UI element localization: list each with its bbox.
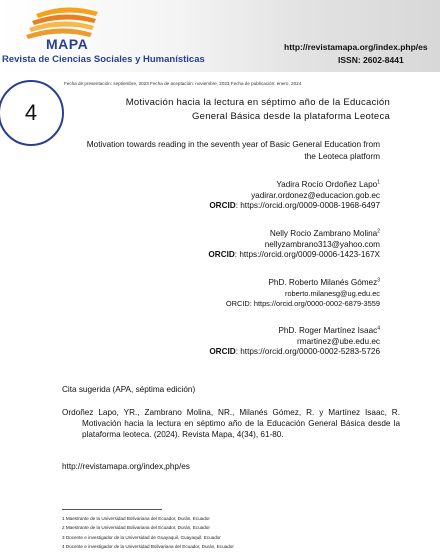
publication-dates: Fecha de presentación: septiembre, 2023 Fecha de aceptación: noviembre, 2023 Fecha de publicación: enero, 2024: [64, 81, 302, 86]
footnote: 3 Docente e investigador de la Universidad de Guayaquil, Guayaquil. Ecuador: [62, 534, 221, 540]
orcid-link[interactable]: : https://orcid.org/0009-0008-1968-6497: [235, 201, 380, 210]
footnote: 4 Docente e investigador de la Universidad Bolivariana del Ecuador, Durán, Ecuador: [62, 544, 234, 550]
footnote: 2 Maestrante de la Universidad Bolivariana del Ecuador, Durán, Ecuador: [62, 525, 210, 531]
author-block: [226, 278, 380, 310]
author-email-link[interactable]: rmartinez@ube.edu.ec: [297, 336, 380, 346]
orcid-label: ORCID: [208, 250, 235, 259]
journal-brand: MAPA: [46, 36, 89, 52]
citation-text: Ordoñez Lapo, YR., Zambrano Molina, NR., Milanés Gómez, R. y Martínez Isaac, R. Motivación hacia la lectura en séptimo año de la Educación General Básica desde la plataforma leoteca. (2024). Revista Mapa, 4(34), 61-80.: [62, 408, 400, 439]
footnote-divider: [62, 509, 162, 510]
journal-header: [0, 0, 440, 72]
author-block: [209, 326, 380, 358]
author-name: Yadira Rocío Ordoñez Lapo: [276, 180, 378, 189]
title-spanish-line: Motivación hacia la lectura en séptimo año de la Educación: [125, 97, 390, 108]
author-block: [208, 229, 380, 261]
title-spanish: [96, 96, 390, 124]
author-affiliation-mark: 4: [377, 325, 380, 332]
title-english-line: the Leoteca platform: [304, 150, 380, 161]
article-number: 4: [24, 100, 38, 125]
author-affiliation-mark: 1: [377, 179, 380, 186]
author-email-link[interactable]: nellyzambrano313@yahoo.com: [264, 239, 380, 249]
author-name: PhD. Roger Martínez Isaac: [278, 326, 378, 335]
title-english: [56, 139, 380, 162]
title-spanish-line: General Básica desde la plataforma Leoteca: [192, 111, 390, 122]
journal-url-link[interactable]: http://revistamapa.org/index.php/es: [284, 42, 428, 52]
footnote: 1 Maestrante de la Universidad Bolivariana del Ecuador, Durán, Ecuador: [62, 516, 210, 521]
author-email-link[interactable]: yadirar.ordonez@educacion.gob.ec: [251, 190, 380, 200]
footnotes: [62, 514, 234, 552]
journal-name: Revista de Ciencias Sociales y Humanísticas: [2, 54, 205, 65]
orcid-label: ORCID: [225, 299, 250, 308]
citation-url-link[interactable]: http://revistamapa.org/index,php/es: [62, 462, 190, 471]
orcid-label: ORCID: [209, 347, 236, 356]
issn-label: ISSN: 2602-8441: [338, 55, 404, 65]
orcid-link[interactable]: : https://orcid.org/0009-0006-1423-167X: [234, 250, 380, 259]
author-affiliation-mark: 3: [377, 277, 380, 284]
article-number-badge: [0, 80, 64, 146]
author-block: [209, 180, 380, 212]
orcid-label: ORCID: [209, 201, 236, 210]
title-english-line: Motivation towards reading in the seventh year of Basic General Education from: [86, 139, 380, 149]
orcid-link[interactable]: : https://orcid.org/0000-0002-5283-5726: [235, 347, 380, 356]
author-affiliation-mark: 2: [377, 228, 380, 235]
orcid-link[interactable]: : https://orcid.org/0000-0002-6879-3559: [249, 299, 380, 308]
author-name: PhD. Roberto Milanés Gómez: [268, 278, 378, 287]
author-email-link[interactable]: roberto.milanesg@ug.edu.ec: [284, 288, 380, 298]
citation-heading: Cita sugerida (APA, séptima edición): [62, 385, 196, 394]
author-name: Nelly Rocio Zambrano Molina: [269, 229, 378, 238]
journal-logo-icon: [26, 6, 106, 40]
